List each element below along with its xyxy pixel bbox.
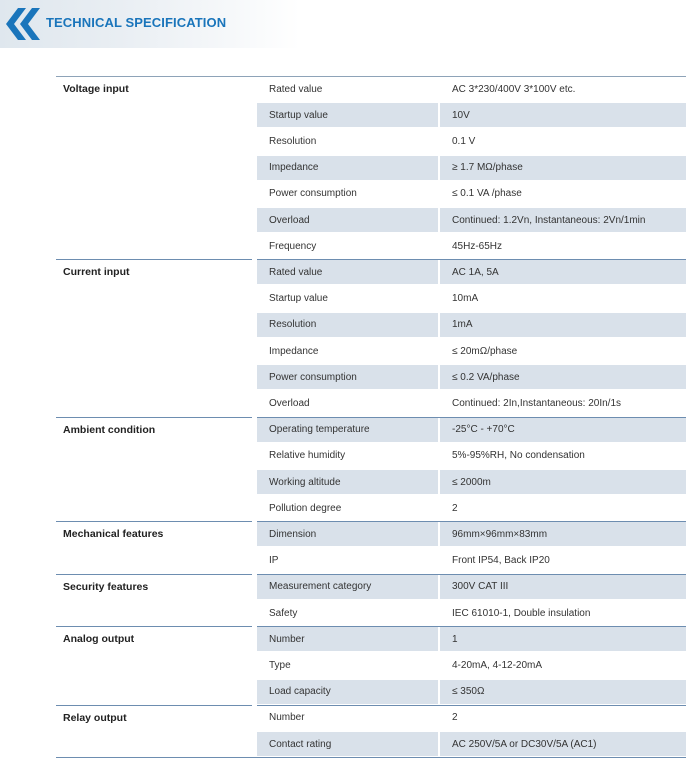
param-cell: Type	[269, 659, 291, 671]
table-row	[56, 156, 686, 180]
param-cell: Operating temperature	[257, 418, 438, 442]
table-row	[56, 680, 686, 704]
param-cell: Resolution	[269, 135, 317, 147]
param-cell: Overload	[269, 397, 310, 409]
value-cell: 2	[452, 712, 458, 724]
param-cell: Relative humidity	[269, 450, 346, 462]
table-row	[56, 706, 686, 730]
table-row	[56, 103, 686, 127]
param-cell: Impedance	[269, 345, 319, 357]
section-header	[0, 0, 694, 48]
group-label: Current input	[63, 266, 130, 279]
table-row	[56, 129, 686, 153]
value-cell: AC 3*230/400V 3*100V etc.	[452, 83, 576, 95]
section-title: TECHNICAL SPECIFICATION	[46, 15, 227, 30]
param-cell: Rated value	[257, 260, 438, 284]
table-row	[56, 627, 686, 651]
value-cell: 5%-95%RH, No condensation	[452, 450, 585, 462]
value-cell: 1mA	[440, 313, 686, 337]
table-row	[56, 208, 686, 232]
param-cell: Number	[257, 627, 438, 651]
value-cell: ≤ 350Ω	[440, 680, 686, 704]
table-row	[56, 339, 686, 363]
group-label: Voltage input	[63, 83, 129, 95]
value-cell: 45Hz-65Hz	[452, 240, 503, 252]
group-label: Relay output	[63, 711, 127, 724]
table-row	[56, 522, 686, 546]
value-cell: Continued: 1.2Vn, Instantaneous: 2Vn/1min	[440, 208, 686, 232]
table-row	[56, 365, 686, 389]
param-cell: Power consumption	[269, 188, 357, 200]
table-row	[56, 549, 686, 573]
param-cell: Rated value	[269, 83, 323, 95]
value-cell: Continued: 2In,Instantaneous: 20In/1s	[452, 397, 622, 409]
param-cell: IP	[269, 555, 279, 567]
table-row	[56, 182, 686, 206]
param-cell: Contact rating	[257, 732, 438, 756]
group-label: Ambient condition	[63, 423, 156, 436]
value-cell: 300V CAT III	[440, 575, 686, 599]
value-cell: ≤ 2000m	[440, 470, 686, 494]
value-cell: ≥ 1.7 MΩ/phase	[440, 156, 686, 180]
value-cell: 0.1 V	[452, 135, 476, 147]
param-cell: Number	[269, 712, 305, 724]
param-cell: Working altitude	[257, 470, 438, 494]
table-row	[56, 653, 686, 677]
value-cell: 96mm×96mm×83mm	[440, 522, 686, 546]
table-bottom-rule	[56, 757, 686, 758]
group-label: Mechanical features	[63, 528, 164, 541]
table-row	[56, 444, 686, 468]
value-cell: 1	[440, 627, 686, 651]
value-cell: AC 1A, 5A	[440, 260, 686, 284]
param-cell: Load capacity	[257, 680, 438, 704]
param-cell: Pollution degree	[269, 502, 342, 514]
param-cell: Overload	[257, 208, 438, 232]
value-cell: 4-20mA, 4-12-20mA	[452, 659, 543, 671]
table-row	[56, 287, 686, 311]
value-cell: ≤ 20mΩ/phase	[452, 345, 518, 357]
table-row	[56, 732, 686, 756]
value-cell: IEC 61010-1, Double insulation	[452, 607, 591, 619]
param-cell: Impedance	[257, 156, 438, 180]
param-cell: Resolution	[257, 313, 438, 337]
table-row	[56, 391, 686, 415]
table-row	[56, 496, 686, 520]
param-cell: Dimension	[257, 522, 438, 546]
param-cell: Safety	[269, 607, 298, 619]
table-row	[56, 470, 686, 494]
table-row	[56, 313, 686, 337]
value-cell: 2	[452, 502, 458, 514]
group-label: Analog output	[63, 633, 135, 646]
value-cell: Front IP54, Back IP20	[452, 555, 550, 567]
value-cell: 10V	[440, 103, 686, 127]
table-row	[56, 575, 686, 599]
table-row	[56, 77, 686, 101]
param-cell: Power consumption	[257, 365, 438, 389]
value-cell: AC 250V/5A or DC30V/5A (AC1)	[440, 732, 686, 756]
param-cell: Startup value	[257, 103, 438, 127]
value-cell: -25°C - +70°C	[440, 418, 686, 442]
value-cell: ≤ 0.1 VA /phase	[452, 188, 522, 200]
group-label: Security features	[63, 580, 149, 593]
table-row	[56, 601, 686, 625]
table-row	[56, 234, 686, 258]
table-row	[56, 260, 686, 284]
value-cell: ≤ 0.2 VA/phase	[440, 365, 686, 389]
param-cell: Measurement category	[257, 575, 438, 599]
value-cell: 10mA	[452, 293, 479, 305]
param-cell: Startup value	[269, 293, 328, 305]
param-cell: Frequency	[269, 240, 317, 252]
double-chevron-left-icon	[6, 8, 44, 40]
table-row	[56, 418, 686, 442]
